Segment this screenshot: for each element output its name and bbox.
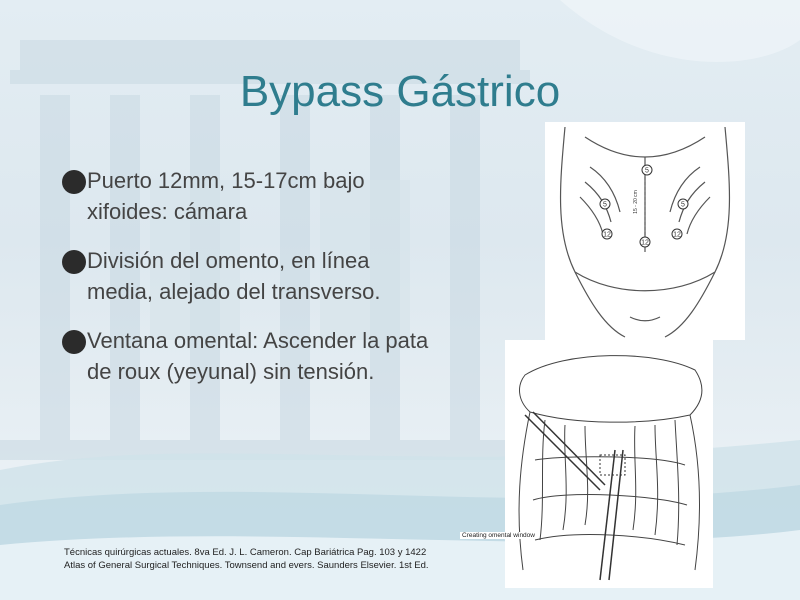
abdomen-ports-illustration bbox=[545, 122, 745, 340]
measure-label: 15 - 20 cm bbox=[633, 190, 639, 214]
port-label: 12 bbox=[603, 231, 611, 239]
bullet-dot-icon bbox=[62, 170, 86, 194]
bullet-item bbox=[60, 325, 440, 387]
bullet-text: Ventana omental: Ascender la pata de roux (yeyunal) sin tensión. bbox=[87, 328, 429, 384]
port-label: 5 bbox=[603, 201, 607, 209]
reference-line: Atlas of General Surgical Techniques. Townsend and evers. Saunders Elsevier. 1st Ed. bbox=[64, 560, 429, 571]
references bbox=[64, 546, 484, 572]
bullet-list bbox=[60, 165, 440, 405]
bullet-item bbox=[60, 245, 440, 307]
bullet-dot-icon bbox=[62, 250, 86, 274]
port-label: 5 bbox=[645, 167, 649, 175]
bullet-text: División del omento, en línea media, alejado del transverso. bbox=[87, 248, 381, 304]
figure-caption: Creating omental window bbox=[462, 532, 535, 539]
omentum-illustration bbox=[505, 340, 713, 588]
bullet-dot-icon bbox=[62, 330, 86, 354]
port-label: 5 bbox=[681, 201, 685, 209]
slide-title: Bypass Gástrico bbox=[239, 67, 561, 116]
port-label: 12 bbox=[673, 231, 681, 239]
port-label: 12 bbox=[641, 239, 649, 247]
bullet-item bbox=[60, 165, 440, 227]
bullet-text: Puerto 12mm, 15-17cm bajo xifoides: cámara bbox=[87, 168, 365, 224]
reference-line: Técnicas quirúrgicas actuales. 8va Ed. J. L. Cameron. Cap Bariátrica Pag. 103 y 1422 bbox=[64, 547, 427, 558]
